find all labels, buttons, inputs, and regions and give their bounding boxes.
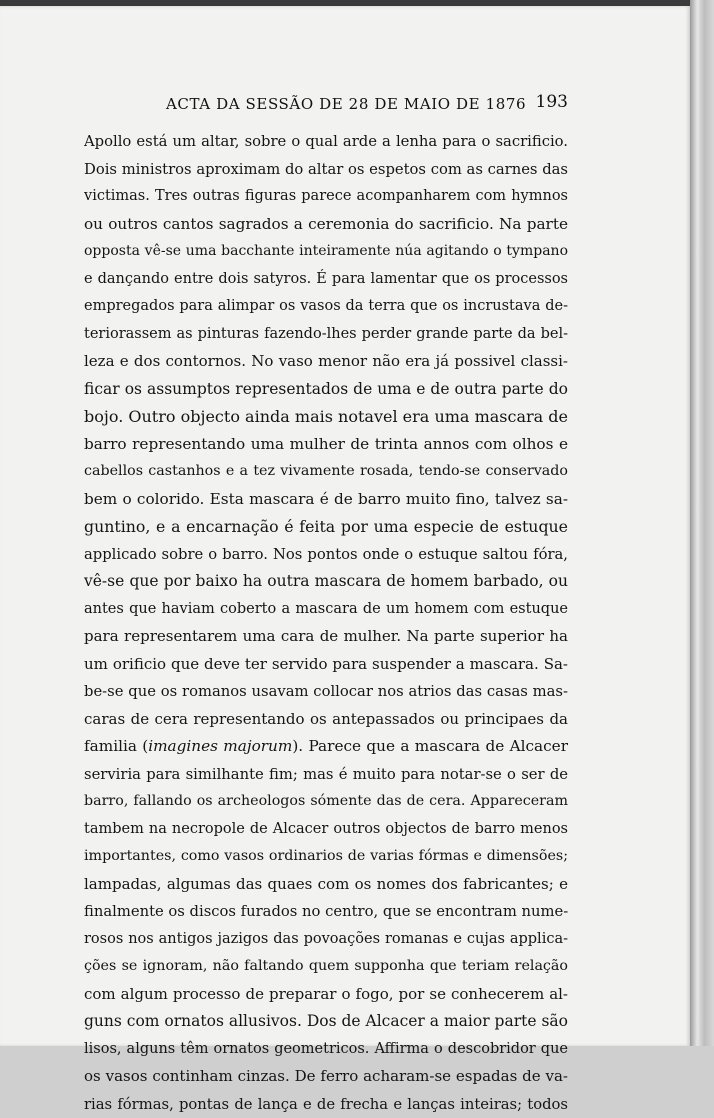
text-line: teriorassem as pinturas fazendo-lhes perder grande parte da bel- [84,321,568,349]
page-number: 193 [536,92,568,112]
header-title: ACTA DA SESSÃO DE 28 DE MAIO DE 1876 [166,95,526,113]
text-line: bojo. Outro objecto ainda mais notavel era uma mascara de [84,403,568,431]
text-line: finalmente os discos furados no centro, que se encontram nume- [84,898,568,926]
text-line: ções se ignoram, não faltando quem supponha que teriam relação [84,953,568,981]
text-line: victimas. Tres outras figuras parece acompanharem com hymnos [84,183,568,211]
text-line: tambem na necropole de Alcacer outros objectos de barro menos [84,816,568,844]
text-line: barro, fallando os archeologos sómente das de cera. Appareceram [84,788,568,816]
text-line: be-se que os romanos usavam collocar nos atrios das casas mas- [84,678,568,706]
text-line: antes que haviam coberto a mascara de um homem com estuque [84,596,568,624]
text-line: lisos, alguns têm ornatos geometricos. Affirma o descobridor que [84,1036,568,1064]
text-line: opposta vê-se uma bacchante inteiramente núa agitando o tympano [84,238,568,266]
text-line: empregados para alimpar os vasos da terra que os incrustava de- [84,293,568,321]
text-line: guntino, e a encarnação é feita por uma especie de estuque [84,513,568,541]
body-text [84,128,568,1118]
text-line: leza e dos contornos. No vaso menor não era já possivel classi- [84,348,568,376]
text-line: importantes, como vasos ordinarios de varias fórmas e dimensões; [84,843,568,871]
text-line: ficar os assumptos representados de uma e de outra parte do [84,376,568,404]
text-line: lampadas, algumas das quaes com os nomes dos fabricantes; e [84,871,568,899]
text-line: e dançando entre dois satyros. É para lamentar que os processos [84,266,568,294]
text-line: familia (imagines majorum). Parece que a mascara de Alcacer [84,733,568,761]
text-line: serviria para similhante fim; mas é muito para notar-se o ser de [84,761,568,789]
text-line: barro representando uma mulher de trinta annos com olhos e [84,431,568,459]
text-line: vê-se que por baixo ha outra mascara de homem barbado, ou [84,568,568,596]
text-line: applicado sobre o barro. Nos pontos onde o estuque saltou fóra, [84,541,568,569]
text-line: um orificio que deve ter servido para suspender a mascara. Sa- [84,651,568,679]
text-line: ou outros cantos sagrados a ceremonia do sacrificio. Na parte [84,211,568,239]
text-line: para representarem uma cara de mulher. Na parte superior ha [84,623,568,651]
text-line: rosos nos antigos jazigos das povoações romanas e cujas applica- [84,926,568,954]
running-header [84,92,568,116]
text-line: os vasos continham cinzas. De ferro acharam-se espadas de va- [84,1063,568,1091]
text-line: rias fórmas, pontas de lança e de frecha e lanças inteiras; todos [84,1091,568,1118]
text-line: Dois ministros aproximam do altar os espetos com as carnes das [84,156,568,184]
text-line: guns com ornatos allusivos. Dos de Alcacer a maior parte são [84,1008,568,1036]
text-line: caras de cera representando os antepassados ou principaes da [84,706,568,734]
page-side-edge [690,0,714,1046]
text-line: cabellos castanhos e a tez vivamente rosada, tendo-se conservado [84,458,568,486]
text-line: bem o colorido. Esta mascara é de barro muito fino, talvez sa- [84,486,568,514]
text-line: Apollo está um altar, sobre o qual arde a lenha para o sacrificio. [84,128,568,156]
text-line: com algum processo de preparar o fogo, por se conhecerem al- [84,981,568,1009]
